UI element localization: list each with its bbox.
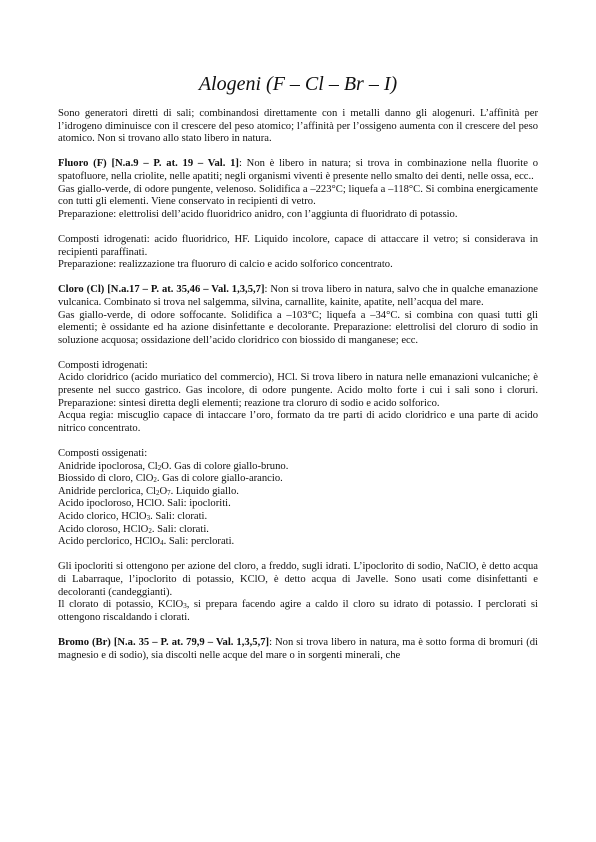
fluoro-paragraph bbox=[58, 158, 538, 183]
clorato-paragraph: Il clorato di potassio, KClO$_3$, si prepara facendo agire a caldo il cloro su idrato di potassio. I perclorati si ottengono riscaldando i clorati. bbox=[58, 599, 538, 623]
acqua-regia-text: Acqua regia: miscuglio capace di intaccare l’oro, formato da tre parti di acido cloridrico e una parte di acido nitrico concentrato. bbox=[58, 410, 538, 434]
ipocloriti-paragraph: Gli ipocloriti si ottengono per azione del cloro, a freddo, sugli idrati. L’ipoclorito di sodio, NaClO, è detto acqua di Labarraque, l’ipoclorito di potassio, KClO, è detto acqua di Javelle. Sono usati come disinfettanti e decoloranti (candeggianti). bbox=[58, 561, 538, 598]
oxygen-compounds-list bbox=[58, 461, 538, 549]
fluoro-preparation: Preparazione: elettrolisi dell’acido fluoridrico anidro, con l’aggiunta di fluoridrato di potassio. bbox=[58, 208, 458, 220]
bromo-text: : Non si trova libero in natura, ma è sotto forma di bromuri (di magnesio e di sodio), sia discolti nelle acque del mare o in sorgenti minerali, che bbox=[58, 636, 538, 661]
oxygen-compound-item: Anidride perclorica, $Cl_2O_7$. Liquido giallo. bbox=[58, 485, 239, 497]
oxygen-compound-item: Acido perclorico, HClO$_4$. Sali: perclorati. bbox=[58, 536, 235, 548]
oxygen-compound-item: Anidride ipoclorosa, $Cl_2O$. Gas di colore giallo-bruno. bbox=[58, 460, 289, 472]
oxygen-compound-item: Biossido di cloro, ClO$_2$. Gas di colore giallo-arancio. bbox=[58, 473, 283, 485]
oxygen-compound-item: Acido clorico, HClO$_3$. Sali: clorati. bbox=[58, 511, 208, 522]
page-title: Alogeni (F – Cl – Br – I) bbox=[198, 73, 398, 95]
fluoro-hf-preparation: Preparazione: realizzazione tra fluoruro di calcio e acido solforico concentrato. bbox=[58, 259, 393, 271]
bromo-heading: Bromo (Br) [N.a. 35 – P. at. 79,9 – Val. 1,3,5,7] bbox=[58, 636, 270, 648]
fluoro-hydrogen-compounds: Composti idrogenati: acido fluoridrico, HF. Liquido incolore, capace di attaccare il vetro; si considerava in recipienti paraffinati. bbox=[58, 233, 538, 258]
cloro-heading: Cloro (Cl) [N.a.17 – P. at. 35,46 – Val. 1,3,5,7] bbox=[58, 284, 265, 296]
oxygen-compound-item: Acido cloroso, HClO$_2$. Sali: clorati. bbox=[58, 523, 209, 535]
document-body bbox=[58, 108, 538, 662]
oxygen-compound-item: Acido ipocloroso, HClO. Sali: ipocloriti. bbox=[58, 498, 231, 510]
cloro-paragraph bbox=[58, 284, 538, 309]
fluoro-text: : Non è libero in natura; si trova in combinazione nella fluorite o spatofluore, nella criolite, nelle apatiti; negli organismi viventi è presente nello smalto dei denti, nelle ossa, ecc.. bbox=[58, 158, 538, 182]
bromo-paragraph bbox=[58, 637, 538, 662]
cloro-text: : Non si trova libero in natura, salvo che in qualche emanazione vulcanica. Combinato si trova nel salgemma, silvina, carnallite, kainite, apatite, nell’acqua del mare. bbox=[58, 284, 538, 308]
intro-paragraph: Sono generatori diretti di sali; combinandosi direttamente con i metalli danno gli alogenuri. L’affinità per l’idrogeno diminuisce con il crescere del peso atomico; l’affinità per l’ossigeno aumenta con il crescere del peso atomico. Non si trovano allo stato libero in natura. bbox=[58, 108, 538, 145]
fluoro-properties: Gas giallo-verde, di odore pungente, velenoso. Solidifica a –223°C; liquefa a –118°C. Si combina energicamente con tutti gli elementi. Viene conservato in recipienti di vetro. bbox=[58, 183, 538, 208]
cloro-oxygen-title: Composti ossigenati: bbox=[58, 448, 148, 460]
fluoro-heading: Fluoro (F) [N.a.9 – P. at. 19 – Val. 1] bbox=[58, 158, 239, 170]
cloro-hcl-text: Acido cloridrico (acido muriatico del commercio), HCl. Si trova libero in natura nelle emanazioni vulcaniche; è presente nel succo gastrico. Gas incolore, di odore pungente. Acido molto forte i cui i sali sono i cloruri. Preparazione: sintesi diretta degli elementi; reazione tra cloruro di sodio e acido solforico. bbox=[58, 372, 538, 409]
cloro-hydrogen-title: Composti idrogenati: bbox=[58, 359, 148, 371]
cloro-properties: Gas giallo-verde, di odore soffocante. Solidifica a –103°C; liquefa a –34°C. si combina con quasi tutti gli elementi; è ossidante ed ha azione disinfettante e decolorante. Preparazione: elettrolisi del cloruro di sodio in soluzione acquosa; ossidazione dell’acido cloridrico con biossido di manganese; ecc. bbox=[58, 309, 538, 346]
